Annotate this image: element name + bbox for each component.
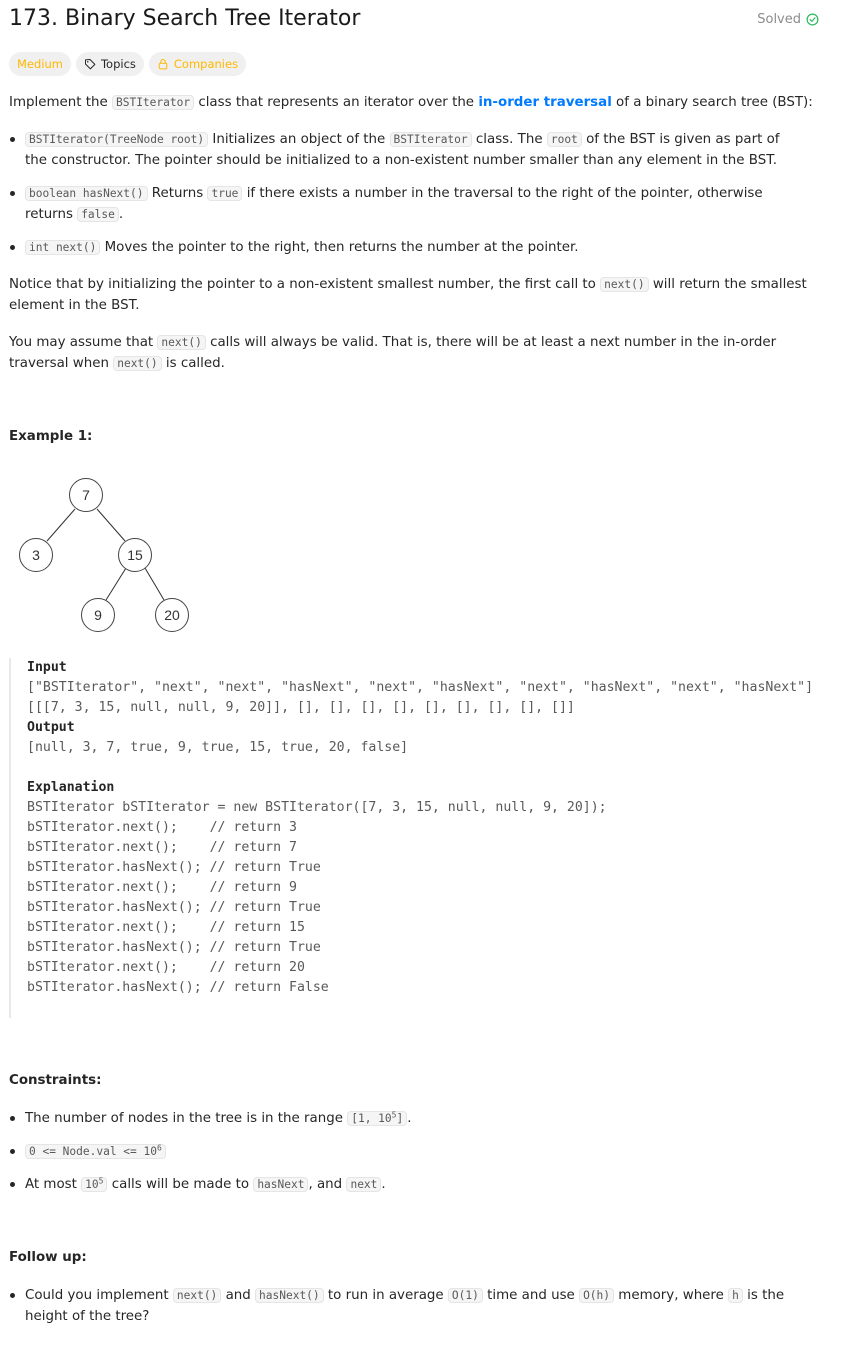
inline-code: BSTIterator (390, 132, 472, 147)
tree-edge (47, 509, 75, 541)
inline-code: root (547, 132, 582, 147)
notice-paragraph (9, 274, 821, 316)
lock-icon (157, 58, 169, 70)
title-row (9, 6, 821, 38)
tag-icon (84, 58, 96, 70)
notice-text: will return the smallest element in the BST. (9, 277, 807, 313)
output-line: [null, 3, 7, true, 9, true, 15, true, 20, false] (27, 740, 409, 755)
assume-text: is called. (165, 356, 225, 371)
tree-node-label: 9 (94, 607, 102, 623)
constraint-text: , and (308, 1177, 343, 1192)
input-line-2: [[[7, 3, 15, null, null, 9, 20]], [], [], [], [], [], [], [], [], []] (27, 700, 575, 715)
list-item (9, 129, 799, 171)
inline-code: hasNext() (255, 1288, 324, 1303)
solved-status (757, 12, 819, 27)
explanation-line: bSTIterator.hasNext(); // return True (27, 940, 321, 955)
tree-edge (97, 509, 125, 541)
inline-code (25, 1144, 166, 1159)
assume-paragraph (9, 332, 821, 374)
output-label: Output (27, 720, 75, 735)
constraint-text: calls will be made to (111, 1177, 250, 1192)
intro-text: Implement the (9, 95, 108, 110)
superscript: 5 (98, 1176, 104, 1186)
bst-diagram (9, 470, 189, 636)
input-label: Input (27, 660, 67, 675)
inline-code: true (207, 186, 242, 201)
inline-code: int next() (25, 240, 100, 255)
inline-code: h (728, 1288, 743, 1303)
example-block (9, 658, 821, 1018)
tag-bar (9, 52, 246, 76)
list-item (9, 1174, 799, 1195)
problem-title[interactable]: 173. Binary Search Tree Iterator (9, 6, 361, 31)
list-text: of the BST is given as part of the constructor. The pointer should be initialized to a non-existent number smaller than any element in the BST. (25, 132, 780, 168)
followup-text: memory, where (618, 1288, 724, 1303)
inline-code: hasNext (253, 1177, 308, 1192)
list-text: if there exists a number in the traversal to the right of the pointer, otherwise returns (25, 186, 763, 222)
explanation-line: bSTIterator.hasNext(); // return True (27, 900, 321, 915)
intro-text: class that represents an iterator over the (198, 95, 475, 110)
explanation-line: bSTIterator.hasNext(); // return True (27, 860, 321, 875)
intro-text: of a binary search tree (BST): (616, 95, 813, 110)
inline-code: O(1) (448, 1288, 483, 1303)
list-item (9, 1285, 799, 1327)
explanation-line: bSTIterator.next(); // return 7 (27, 840, 297, 855)
list-text: Initializes an object of the (212, 132, 386, 147)
explanation-line: bSTIterator.next(); // return 9 (27, 880, 297, 895)
explanation-label: Explanation (27, 780, 115, 795)
explanation-line: bSTIterator.next(); // return 15 (27, 920, 305, 935)
explanation-line: BSTIterator bSTIterator = new BSTIterator([7, 3, 15, null, null, 9, 20]); (27, 800, 607, 815)
inline-code (81, 1177, 107, 1192)
topics-button[interactable] (76, 52, 144, 76)
tree-edge (106, 568, 126, 600)
inline-code: boolean hasNext() (25, 186, 148, 201)
list-item (9, 237, 799, 258)
companies-button[interactable] (149, 52, 246, 76)
constraint-text: . (407, 1111, 412, 1126)
list-item (9, 183, 799, 225)
input-line-1: ["BSTIterator", "next", "next", "hasNext", "next", "hasNext", "next", "hasNext", "next", "hasNext"] (27, 680, 814, 695)
explanation-line: bSTIterator.next(); // return 20 (27, 960, 305, 975)
tree-node-label: 15 (127, 547, 143, 563)
list-text: . (118, 207, 124, 222)
example-heading: Example 1: (9, 429, 93, 444)
superscript: 5 (391, 1110, 397, 1120)
followup-text: is the height of the tree? (25, 1288, 785, 1324)
inline-code: next() (600, 277, 648, 292)
code-text: 0 <= Node.val <= 10 (29, 1145, 157, 1158)
inline-code: next (346, 1177, 381, 1192)
inline-code: next() (157, 335, 205, 350)
superscript: 6 (156, 1143, 162, 1153)
inline-code: BSTIterator (112, 95, 194, 110)
explanation-line: bSTIterator.next(); // return 3 (27, 820, 297, 835)
inline-code: next() (173, 1288, 221, 1303)
intro-paragraph (9, 92, 821, 113)
example-pre (27, 658, 821, 998)
list-item (9, 1108, 799, 1129)
tree-node-label: 20 (164, 607, 180, 623)
constraint-text: At most (25, 1177, 77, 1192)
code-text: [1, 10 (351, 1112, 392, 1125)
assume-text: calls will always be valid. That is, there will be at least a next number in the in-order traversal when (9, 335, 777, 371)
list-text: class. The (475, 132, 543, 147)
inline-code (347, 1111, 407, 1126)
assume-text: You may assume that (9, 335, 154, 350)
code-text: ] (396, 1112, 404, 1125)
difficulty-label: Medium (17, 57, 63, 71)
constraint-text: . (381, 1177, 386, 1192)
list-text: Returns (151, 186, 204, 201)
difficulty-badge[interactable] (9, 52, 71, 76)
followup-text: time and use (487, 1288, 575, 1303)
followup-heading: Follow up: (9, 1250, 87, 1265)
companies-label: Companies (173, 57, 239, 71)
list-text: Moves the pointer to the right, then returns the number at the pointer. (104, 240, 579, 255)
solved-label: Solved (757, 12, 801, 27)
explanation-line: bSTIterator.hasNext(); // return False (27, 980, 329, 995)
tree-node-label: 3 (32, 547, 40, 563)
inline-code: O(h) (579, 1288, 614, 1303)
constraints-heading: Constraints: (9, 1073, 102, 1088)
list-item (9, 1141, 799, 1162)
constraint-text: The number of nodes in the tree is in the range (25, 1111, 343, 1126)
code-text: 10 (85, 1178, 99, 1191)
tree-node-label: 7 (82, 487, 90, 503)
inline-code: BSTIterator(TreeNode root) (25, 132, 208, 147)
in-order-traversal-link[interactable]: in-order traversal (478, 95, 612, 110)
inline-code: false (77, 207, 119, 222)
followup-text: Could you implement (25, 1288, 169, 1303)
notice-text: Notice that by initializing the pointer to a non-existent smallest number, the first call to (9, 277, 596, 292)
check-circle-icon (806, 13, 819, 26)
followup-text: and (225, 1288, 251, 1303)
inline-code: next() (113, 356, 161, 371)
topics-label: Topics (100, 57, 136, 71)
tree-edge (145, 568, 164, 600)
followup-text: to run in average (327, 1288, 444, 1303)
